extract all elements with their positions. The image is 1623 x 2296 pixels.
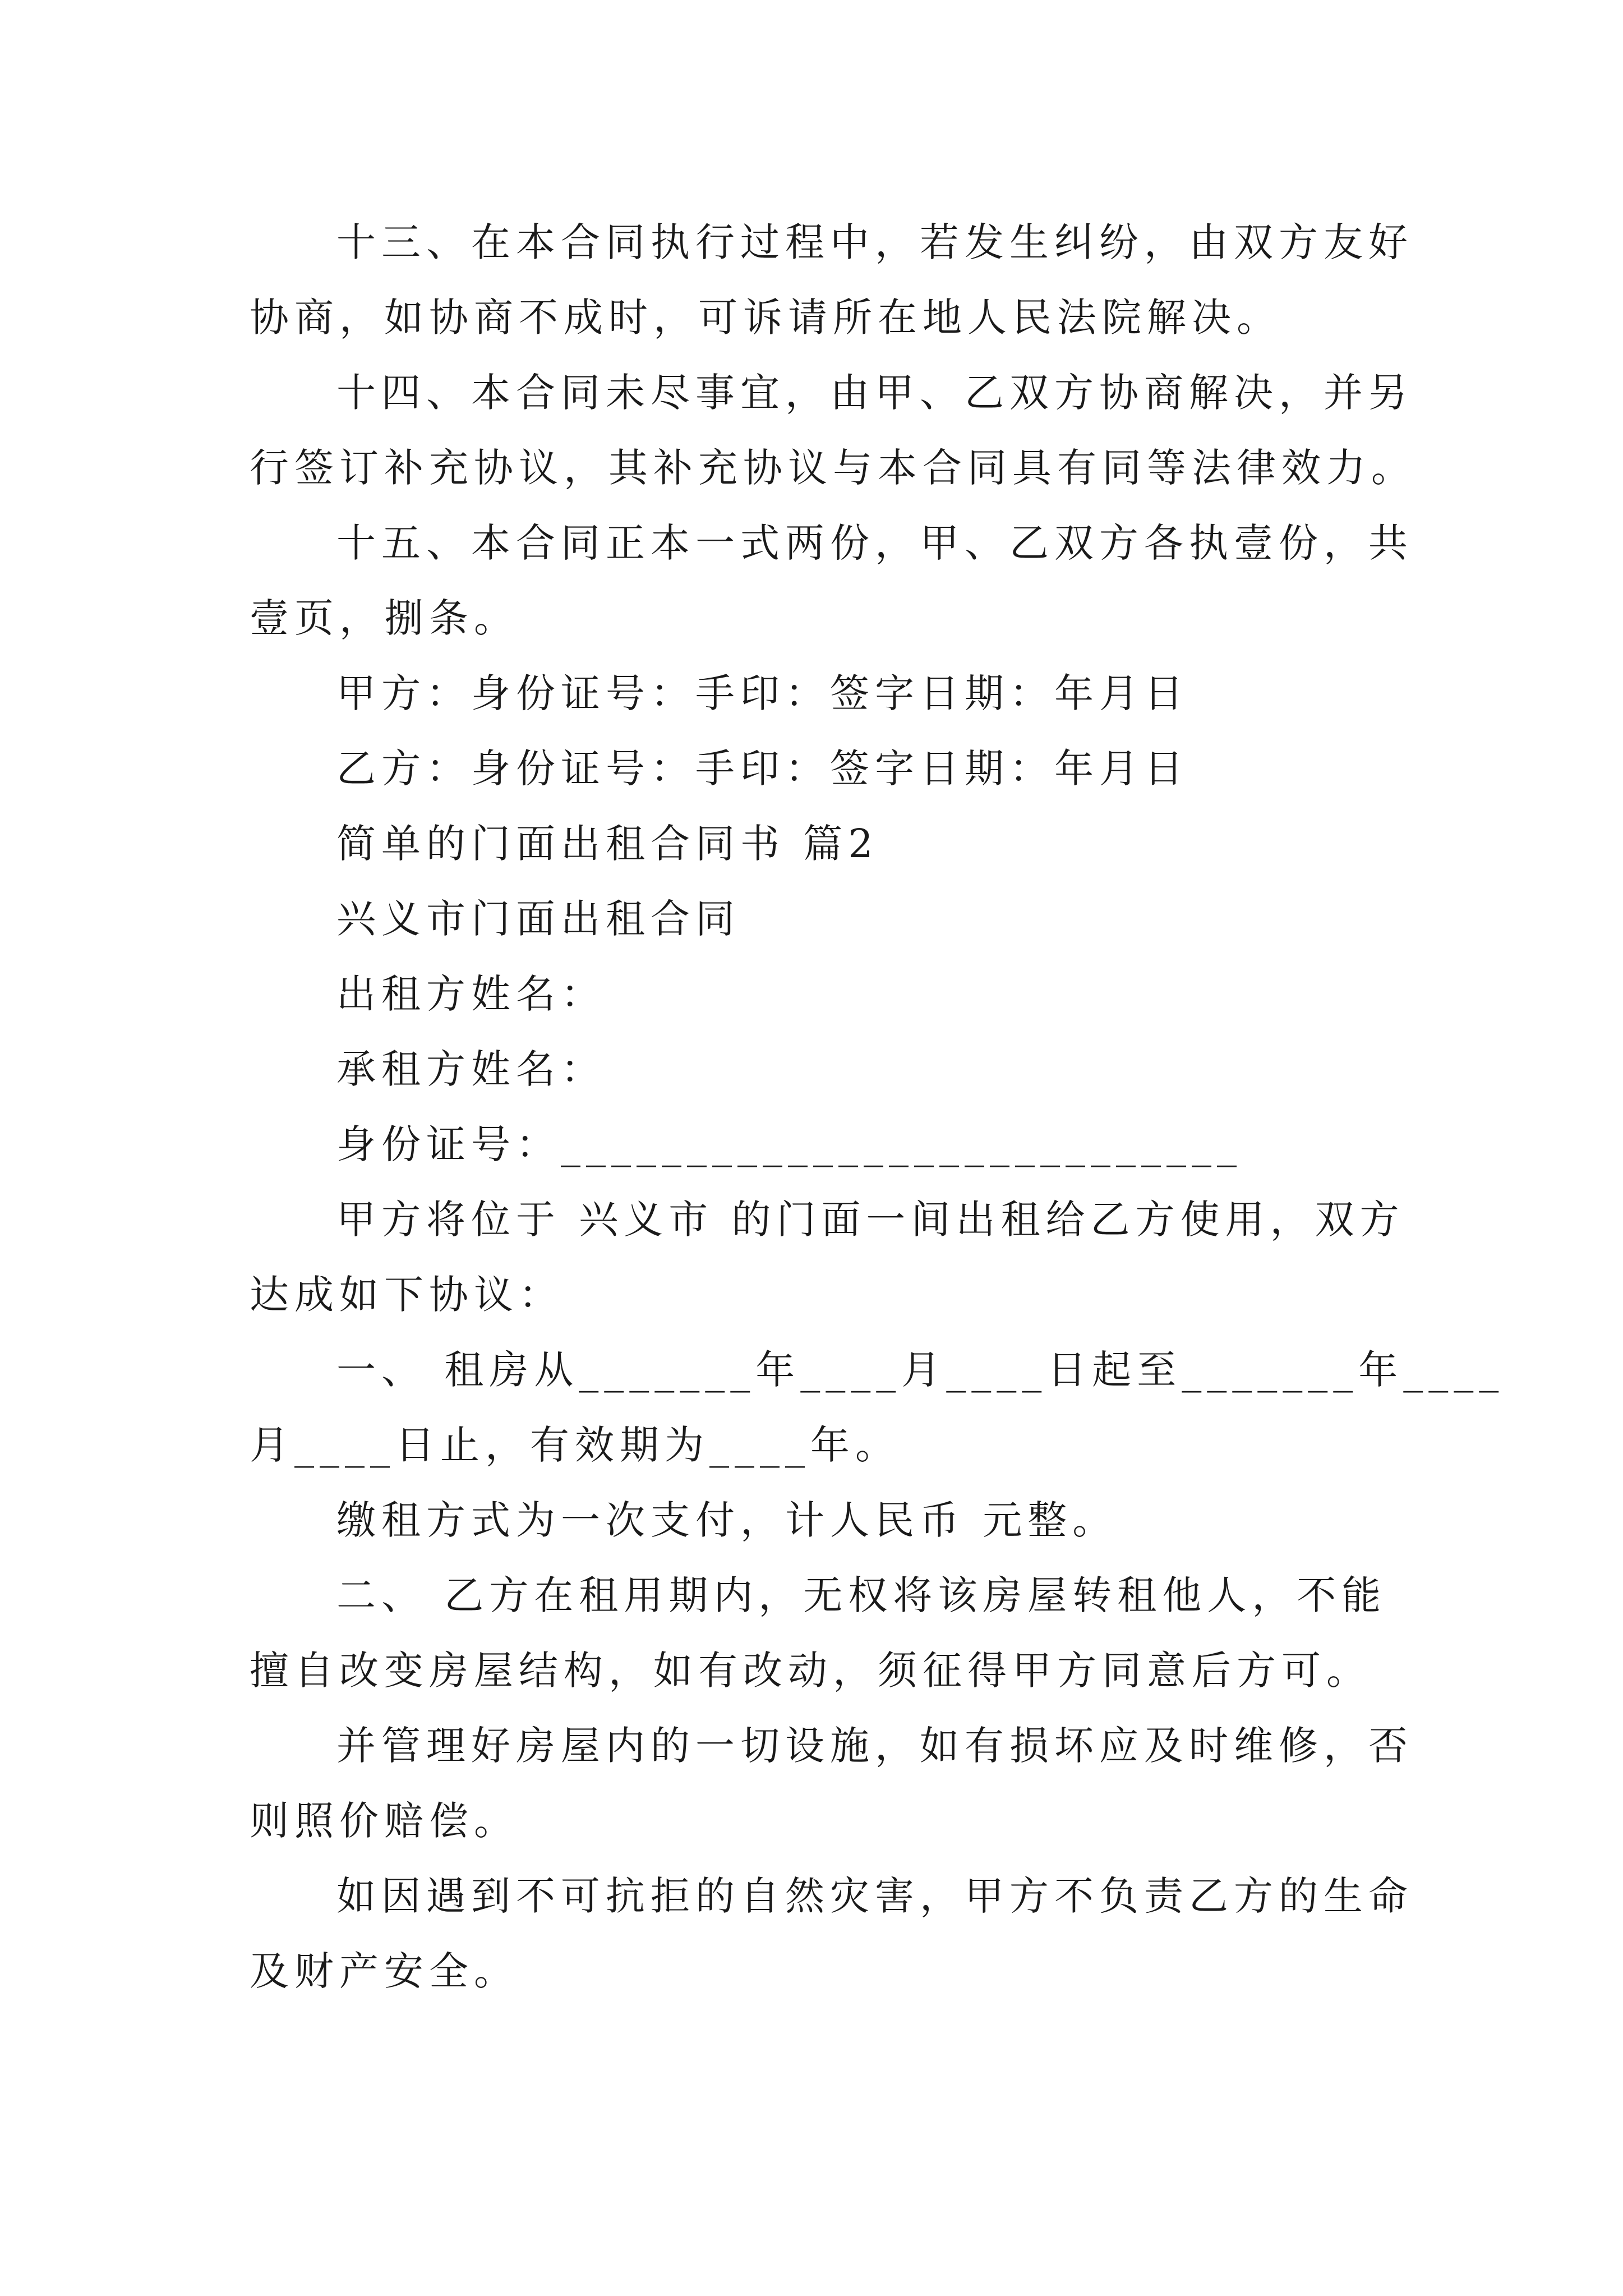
clause-14-line-1: 十四、本合同未尽事宜，由甲、乙双方协商解决，并另 (336, 370, 1413, 416)
maintenance-line-1: 并管理好房屋内的一切设施，如有损坏应及时维修，否 (336, 1723, 1413, 1769)
clause-2-line-2: 擅自改变房屋结构，如有改动，须征得甲方同意后方可。 (250, 1648, 1371, 1694)
force-majeure-line-2: 及财产安全。 (250, 1948, 519, 1994)
contract-title: 兴义市门面出租合同 (336, 896, 740, 942)
party-b-signature-line: 乙方：身份证号：手印：签字日期：年月日 (336, 746, 1189, 792)
clause-1-line-2: 月____日止，有效期为____年。 (250, 1422, 900, 1468)
payment-method-line: 缴租方式为一次支付，计人民币 元整。 (336, 1497, 1118, 1543)
maintenance-line-2: 则照价赔偿。 (250, 1798, 519, 1844)
lessor-name-field: 出租方姓名： (336, 971, 606, 1017)
force-majeure-line-1: 如因遇到不可抗拒的自然灾害，甲方不负责乙方的生命 (336, 1873, 1413, 1919)
id-number-field: 身份证号：___________________________ (336, 1121, 1242, 1167)
clause-13-line-1: 十三、在本合同执行过程中，若发生纠纷，由双方友好 (336, 219, 1413, 265)
party-a-signature-line: 甲方：身份证号：手印：签字日期：年月日 (336, 670, 1189, 716)
intro-line-1: 甲方将位于 兴义市 的门面一间出租给乙方使用，双方 (336, 1197, 1405, 1243)
clause-13-line-2: 协商，如协商不成时，可诉请所在地人民法院解决。 (250, 295, 1281, 341)
clause-15-line-2: 壹页，捌条。 (250, 595, 519, 641)
clause-2-line-1: 二、 乙方在租用期内，无权将该房屋转租他人，不能 (336, 1572, 1387, 1618)
section-heading: 简单的门面出租合同书 篇2 (336, 821, 879, 867)
lessee-name-field: 承租方姓名： (336, 1046, 606, 1092)
intro-line-2: 达成如下协议： (250, 1272, 564, 1318)
clause-15-line-1: 十五、本合同正本一式两份，甲、乙双方各执壹份，共 (336, 520, 1413, 566)
clause-1-line-1: 一、 租房从_______年____月____日起至_______年____ (336, 1347, 1505, 1393)
clause-14-line-2: 行签订补充协议，其补充协议与本合同具有同等法律效力。 (250, 445, 1416, 491)
